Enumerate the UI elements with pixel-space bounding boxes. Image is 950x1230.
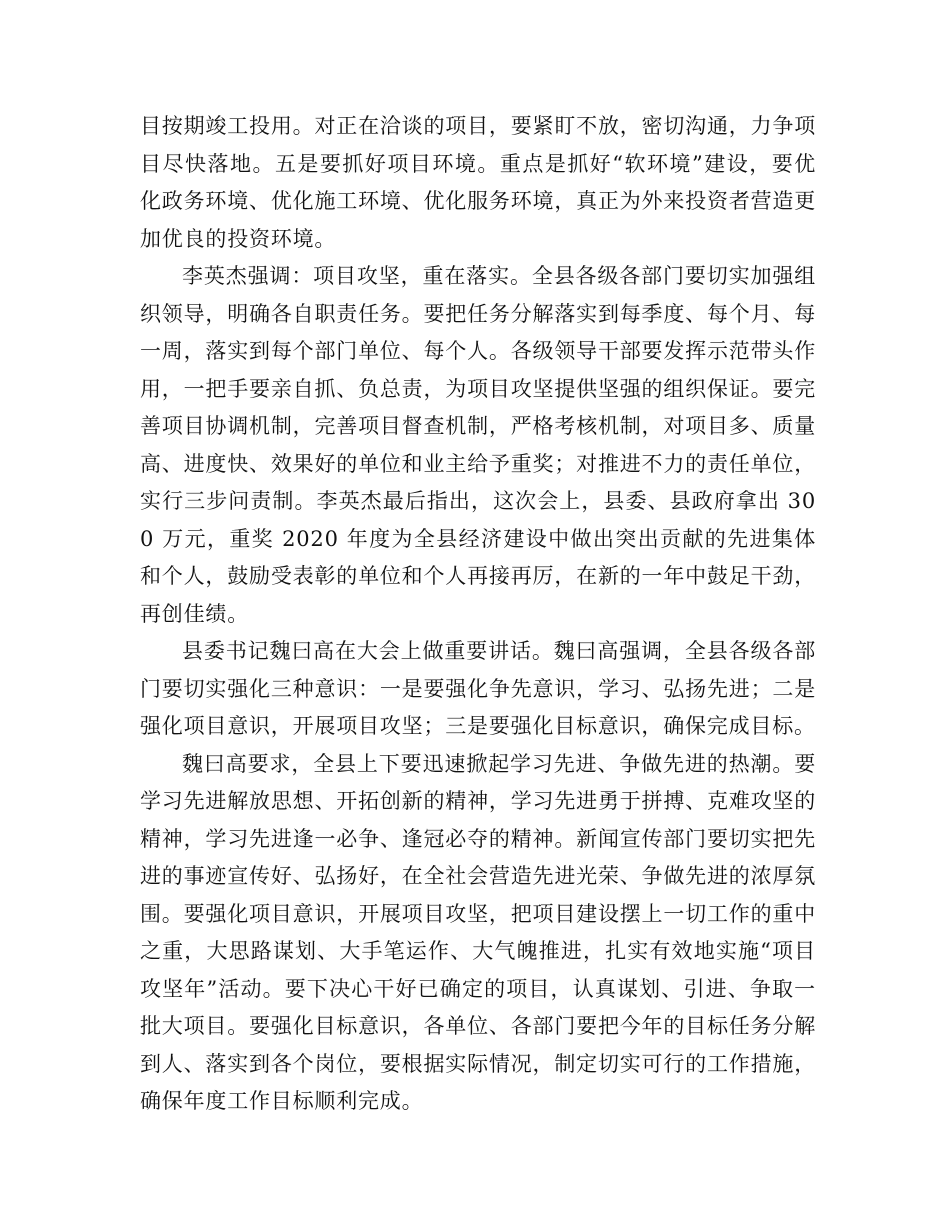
paragraph-li-yingjie-emphasis: 李英杰强调：项目攻坚，重在落实。全县各级各部门要切实加强组织领导，明确各自职责任务。要把任务分解落实到每季度、每个月、每一周，落实到每个部门单位、每个人。各级领导干部要发挥示范带头作用，一把手要亲自抓、负总责，为项目攻坚提供坚强的组织保证。要完善项目协调机制，完善项目督查机制，严格考核机制，对项目多、质量高、进度快、效果好的单位和业主给予重奖；对推进不力的责任单位，实行三步问责制。李英杰最后指出，这次会上，县委、县政府拿出 300 万元，重奖 2020 年度为全县经济建设中做出突出贡献的先进集体和个人，鼓励受表彰的单位和个人再接再厉，在新的一年中鼓足干劲，再创佳绩。 xyxy=(140,264,816,626)
paragraph-continuation: 目按期竣工投用。对正在洽谈的项目，要紧盯不放，密切沟通，力争项目尽快落地。五是要抓好项目环境。重点是抓好“软环境”建设，要优化政务环境、优化施工环境、优化服务环境，真正为外来投资者营造更加优良的投资环境。 xyxy=(140,114,816,251)
paragraph-wei-yuegao-speech: 县委书记魏曰高在大会上做重要讲话。魏曰高强调，全县各级各部门要切实强化三种意识：一是要强化争先意识，学习、弘扬先进；二是强化项目意识，开展项目攻坚；三是要强化目标意识，确保完成目标。 xyxy=(140,639,816,738)
paragraph-wei-yuegao-requirements: 魏曰高要求，全县上下要迅速掀起学习先进、争做先进的热潮。要学习先进解放思想、开拓创新的精神，学习先进勇于拼搏、克难攻坚的精神，学习先进逢一必争、逢冠必夺的精神。新闻宣传部门要切实把先进的事迹宣传好、弘扬好，在全社会营造先进光荣、争做先进的浓厚氛围。要强化项目意识，开展项目攻坚，把项目建设摆上一切工作的重中之重，大思路谋划、大手笔运作、大气魄推进，扎实有效地实施“项目攻坚年”活动。要下决心干好已确定的项目，认真谋划、引进、争取一批大项目。要强化目标意识，各单位、各部门要把今年的目标任务分解到人、落实到各个岗位，要根据实际情况，制定切实可行的工作措施，确保年度工作目标顺利完成。 xyxy=(140,751,816,1113)
article-body xyxy=(140,108,816,1121)
